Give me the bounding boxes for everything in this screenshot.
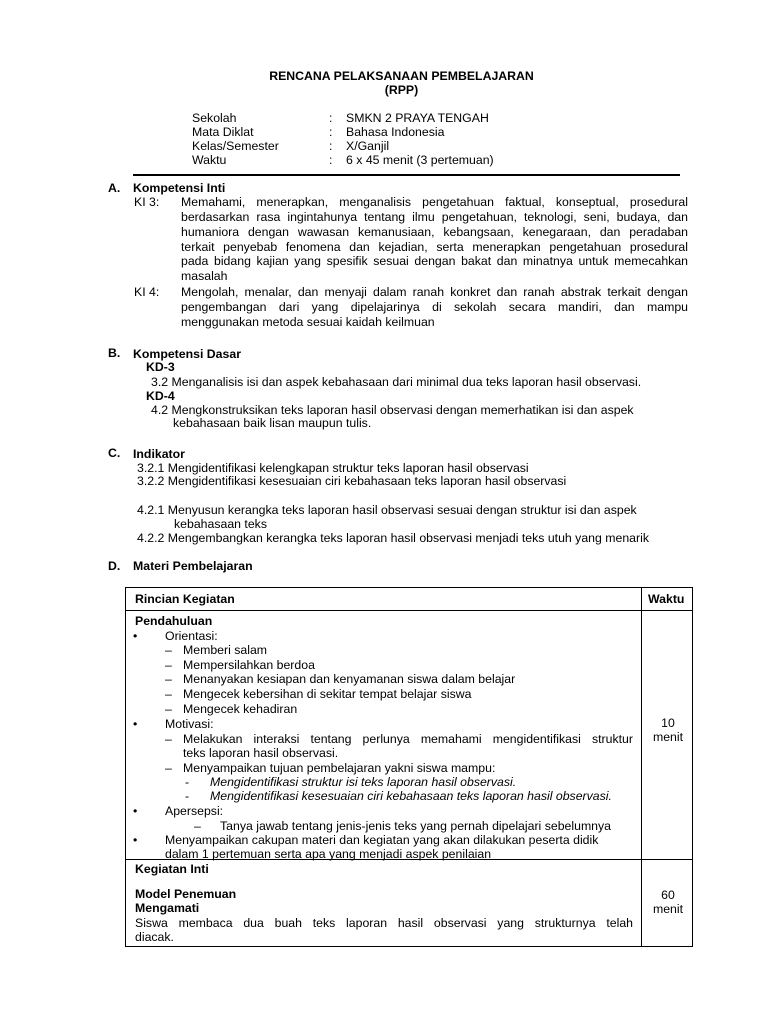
cakupan-text: Menyampaikan cakupan materi dan kegiatan yang akan dilakukan peserta didik — [165, 833, 599, 847]
section-a-title: Kompetensi Inti — [133, 181, 226, 195]
identity-value: 6 x 45 menit (3 pertemuan) — [346, 153, 494, 167]
cakupan-text-cont: dalam 1 pertemuan serta apa yang menjadi aspek penilaian — [165, 847, 492, 861]
bullet-icon: • — [133, 629, 138, 643]
inti-cell — [126, 860, 642, 947]
kd3-text: 3.2 Menganalisis isi dan aspek kebahasaan dari minimal dua teks laporan hasil observasi. — [151, 375, 642, 389]
identity-separator: : — [329, 153, 333, 167]
rincian-header: Rincian Kegiatan — [135, 592, 235, 606]
identity-separator: : — [329, 139, 333, 153]
table-header-cell — [126, 588, 642, 611]
mengamati-label: Mengamati — [135, 901, 200, 915]
section-d-letter: D. — [108, 559, 121, 573]
bullet-icon: • — [133, 833, 138, 847]
identity-label: Mata Diklat — [192, 125, 254, 139]
inti-desc-cont: diacak. — [135, 930, 174, 944]
dash-icon: - — [185, 789, 190, 803]
apersepsi-label: Apersepsi: — [165, 804, 224, 818]
identity-value: SMKN 2 PRAYA TENGAH — [346, 111, 489, 125]
kd4-text-cont: kebahasaan baik lisan maupun tulis. — [173, 416, 372, 430]
dash-icon: – — [165, 687, 172, 701]
identity-value: Bahasa Indonesia — [346, 125, 445, 139]
indikator-item: 3.2.1 Mengidentifikasi kelengkapan struktur teks laporan hasil observasi — [137, 461, 529, 475]
waktu-header: Waktu — [648, 592, 685, 606]
orientasi-item: Memberi salam — [183, 643, 268, 657]
inti-desc: Siswa membaca dua buah teks laporan hasil observasi yang strukturnya telah — [135, 916, 633, 930]
orientasi-label: Orientasi: — [165, 629, 218, 643]
pendahuluan-title: Pendahuluan — [135, 614, 213, 628]
table-row — [126, 860, 693, 947]
apersepsi-item: Tanya jawab tentang jenis-jenis teks yang pernah dipelajari sebelumnya — [220, 819, 612, 833]
tujuan-item: Mengidentifikasi struktur isi teks laporan hasil observasi. — [210, 775, 517, 789]
ki3-line: pada bidang kajian yang spesifik sesuai dengan bakat dan minatnya untuk memecahkan — [181, 254, 688, 268]
identity-value: X/Ganjil — [346, 139, 390, 153]
identity-label: Kelas/Semester — [192, 139, 279, 153]
motivasi-item: Menyampaikan tujuan pembelajaran yakni siswa mampu: — [183, 761, 496, 775]
kd4-label: KD-4 — [146, 389, 175, 403]
section-b-letter: B. — [108, 346, 121, 360]
dash-icon: – — [165, 672, 172, 686]
model-label: Model Penemuan — [135, 887, 237, 901]
dash-icon: – — [165, 643, 172, 657]
motivasi-label: Motivasi: — [165, 717, 214, 731]
ki4-code: KI 4: — [134, 285, 160, 299]
waktu-value: 60 — [661, 888, 675, 902]
dash-icon: - — [185, 775, 190, 789]
kegiatan-table — [125, 587, 693, 947]
ki4-line: menggunakan metoda sesuai kaidah keilmuan — [181, 315, 435, 329]
indikator-item-cont: kebahasaan teks — [174, 517, 267, 531]
identity-separator: : — [329, 111, 333, 125]
identity-label: Waktu — [192, 153, 227, 167]
identity-label: Sekolah — [192, 111, 237, 125]
orientasi-item: Mengecek kehadiran — [183, 702, 298, 716]
dash-icon: – — [194, 819, 201, 833]
kd4-text: 4.2 Mengkonstruksikan teks laporan hasil observasi dengan memerhatikan isi dan aspek — [151, 403, 634, 417]
table-header-row — [126, 588, 693, 611]
table-header-cell — [642, 588, 693, 611]
orientasi-item: Mengecek kebersihan di sekitar tempat belajar siswa — [183, 687, 472, 701]
kd3-label: KD-3 — [146, 360, 175, 374]
indikator-item: 4.2.2 Mengembangkan kerangka teks laporan hasil observasi menjadi teks utuh yang menarik — [137, 531, 649, 545]
document-title: RENCANA PELAKSANAAN PEMBELAJARAN — [269, 69, 534, 83]
ki3-line: Memahami, menerapkan, menganalisis pengetahuan faktual, konseptual, prosedural — [181, 195, 688, 209]
section-b-title: Kompetensi Dasar — [133, 347, 241, 361]
motivasi-item-cont: teks laporan hasil observasi. — [183, 746, 339, 760]
ki3-code: KI 3: — [134, 195, 160, 209]
pendahuluan-waktu-cell — [642, 611, 693, 860]
bullet-icon: • — [133, 804, 138, 818]
header-divider — [133, 174, 680, 176]
motivasi-item: Melakukan interaksi tentang perlunya memahami mengidentifikasi struktur — [183, 732, 633, 746]
table-row — [126, 611, 693, 860]
ki3-line: terkait penyebab fenomena dan kejadian, serta menerapkan pengetahuan prosedural — [181, 240, 688, 254]
dash-icon: – — [165, 658, 172, 672]
orientasi-item: Mempersilahkan berdoa — [183, 658, 315, 672]
indikator-item: 3.2.2 Mengidentifikasi kesesuaian ciri kebahasaan teks laporan hasil observasi — [137, 474, 567, 488]
bullet-icon: • — [133, 717, 138, 731]
waktu-value: 10 — [661, 716, 675, 730]
ki4-line: Mengolah, menalar, dan menyaji dalam ranah konkret dan ranah abstrak terkait dengan — [181, 285, 688, 299]
waktu-unit: menit — [652, 902, 684, 916]
ki3-line: berdasarkan rasa ingintahunya tentang ilmu pengetahuan, teknologi, seni, budaya, dan — [181, 210, 688, 224]
section-c-title: Indikator — [133, 447, 185, 461]
tujuan-item: Mengidentifikasi kesesuaian ciri kebahasaan teks laporan hasil observasi. — [210, 789, 612, 803]
section-d-title: Materi Pembelajaran — [133, 559, 253, 573]
orientasi-item: Menanyakan kesiapan dan kenyamanan siswa dalam belajar — [183, 672, 516, 686]
ki3-line: masalah — [181, 269, 228, 283]
dash-icon: – — [165, 702, 172, 716]
dash-icon: – — [165, 761, 172, 775]
ki3-line: humaniora dengan wawasan kemanusiaan, kebangsaan, kenegaraan, dan peradaban — [181, 225, 688, 239]
section-a-letter: A. — [108, 181, 121, 195]
identity-separator: : — [329, 125, 333, 139]
inti-waktu-cell — [642, 860, 693, 947]
document-subtitle: (RPP) — [384, 83, 419, 97]
dash-icon: – — [165, 732, 172, 746]
waktu-unit: menit — [652, 730, 684, 744]
indikator-item: 4.2.1 Menyusun kerangka teks laporan hasil observasi sesuai dengan struktur isi dan aspek — [137, 503, 637, 517]
inti-title: Kegiatan Inti — [135, 862, 209, 876]
section-c-letter: C. — [108, 446, 121, 460]
ki4-line: pengembangan dari yang dipelajarinya di sekolah secara mandiri, dan mampu — [181, 300, 688, 314]
pendahuluan-cell — [126, 611, 642, 860]
